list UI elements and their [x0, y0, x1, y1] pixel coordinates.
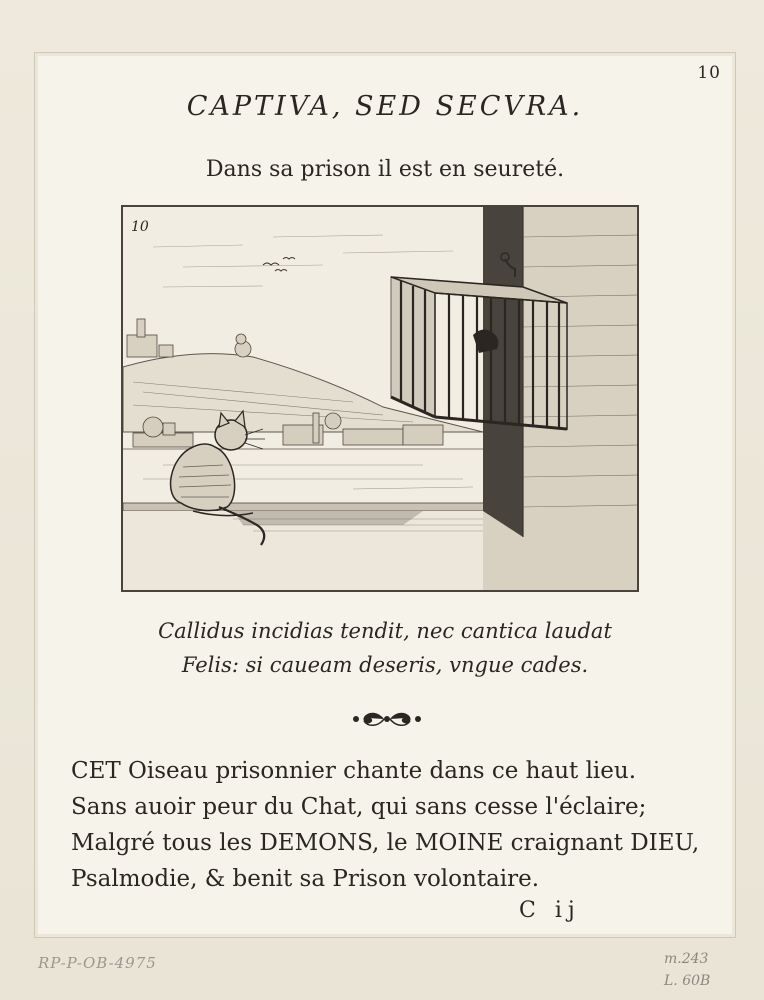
emblem-page: [34, 52, 736, 938]
engraving-plate: [121, 205, 639, 592]
french-stanza-line-1: CET Oiseau prisonnier chante dans ce haut lieu.: [71, 758, 637, 784]
catalog-annotation-line-2: L. 60B: [664, 973, 711, 989]
latin-verse-line-1: Callidus incidias tendit, nec cantica laudat: [158, 619, 612, 643]
signature-mark: C ij: [519, 898, 581, 923]
page-number: 10: [697, 63, 721, 83]
fleuron-ornament-icon: [350, 707, 424, 731]
emblem-subtitle: Dans sa prison il est en seureté.: [205, 157, 565, 182]
french-stanza-line-3: Malgré tous les DEMONS, le MOINE craignant DIEU,: [71, 830, 700, 856]
latin-verse-line-2: Felis: si caueam deseris, vngue cades.: [181, 653, 589, 677]
french-stanza-line-2: Sans auoir peur du Chat, qui sans cesse l'éclaire;: [71, 794, 647, 820]
plate-number: 10: [131, 219, 149, 235]
catalog-annotation: [664, 948, 710, 992]
emblem-motto: CAPTIVA, SED SECVRA.: [186, 91, 584, 122]
catalog-number: RP-P-OB-4975: [38, 954, 157, 972]
french-stanza-line-4: Psalmodie, & benit sa Prison volontaire.: [71, 866, 540, 892]
cat-watching-caged-bird-engraving-icon: [123, 207, 637, 590]
catalog-annotation-line-1: m.243: [664, 951, 709, 967]
